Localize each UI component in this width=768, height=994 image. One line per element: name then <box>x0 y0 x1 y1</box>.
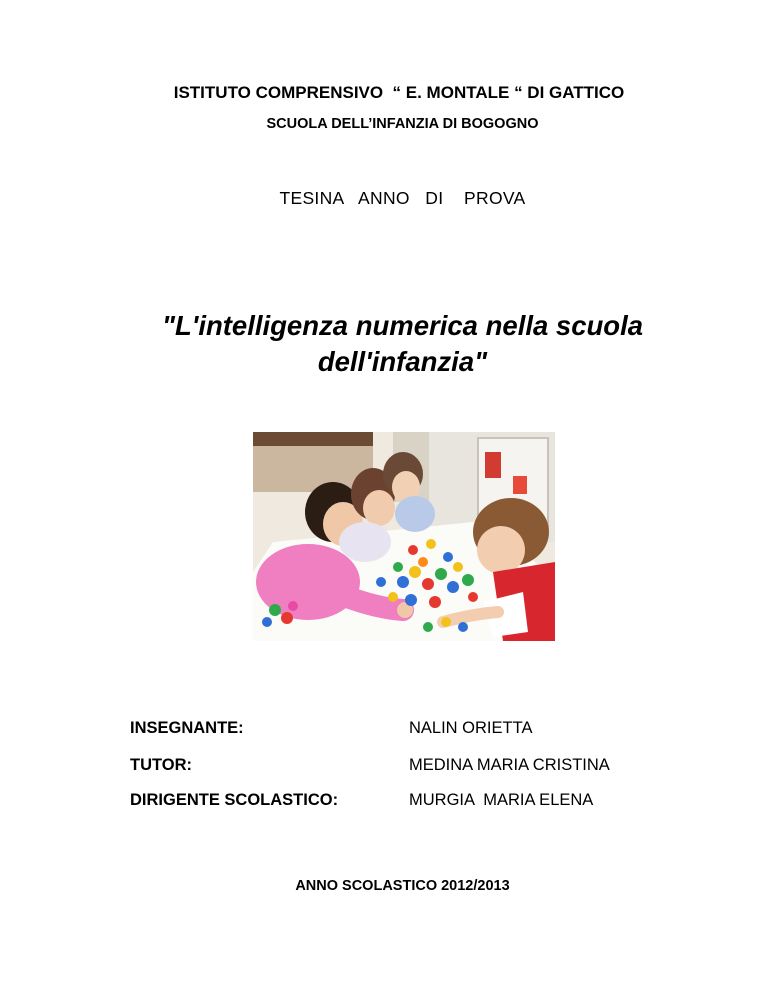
principal-value: MURGIA MARIA ELENA <box>409 791 594 809</box>
document-title-line-1: "L'intelligenza numerica nella scuola <box>161 310 644 341</box>
school-heading: SCUOLA DELL’INFANZIA DI BOGOGNO <box>266 116 539 132</box>
document-title-line-2: dell'infanzia" <box>317 346 488 377</box>
institute-heading: ISTITUTO COMPRENSIVO “ E. MONTALE “ DI GATTICO <box>173 83 625 102</box>
principal-label: DIRIGENTE SCOLASTICO: <box>130 791 339 809</box>
teacher-value: NALIN ORIETTA <box>409 719 533 737</box>
teacher-label: INSEGNANTE: <box>130 719 244 737</box>
document-title <box>100 308 705 380</box>
tutor-value: MEDINA MARIA CRISTINA <box>409 756 610 774</box>
document-type: TESINA ANNO DI PROVA <box>279 188 526 208</box>
school-year: ANNO SCOLASTICO 2012/2013 <box>295 878 510 894</box>
tutor-label: TUTOR: <box>130 756 193 774</box>
children-playing-photo <box>253 432 555 641</box>
